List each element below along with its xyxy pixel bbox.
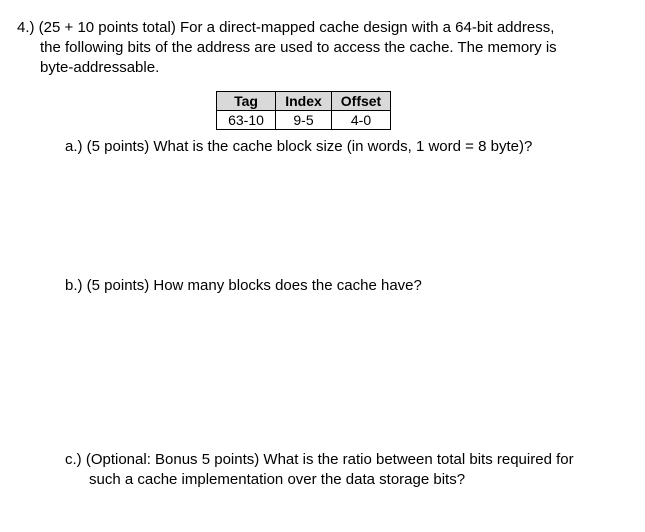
table-value-row: [217, 111, 391, 130]
problem-line-1: 4.) (25 + 10 points total) For a direct-mapped cache design with a 64-bit address,: [17, 19, 555, 36]
offset-header: Offset: [332, 92, 391, 111]
address-bits-table: [216, 91, 391, 130]
offset-bits: 4-0: [332, 111, 391, 130]
index-bits: 9-5: [276, 111, 332, 130]
question-c-line-1: c.) (Optional: Bonus 5 points) What is the ratio between total bits required for: [65, 451, 574, 468]
question-b: b.) (5 points) How many blocks does the cache have?: [65, 277, 422, 294]
question-c-line-2: such a cache implementation over the data storage bits?: [89, 471, 466, 488]
question-a: a.) (5 points) What is the cache block size (in words, 1 word = 8 byte)?: [65, 138, 533, 155]
problem-line-2: the following bits of the address are used to access the cache. The memory is: [40, 39, 557, 56]
index-header: Index: [276, 92, 332, 111]
problem-line-3: byte-addressable.: [40, 59, 160, 76]
tag-header: Tag: [217, 92, 276, 111]
table-header-row: [217, 92, 391, 111]
tag-bits: 63-10: [217, 111, 276, 130]
